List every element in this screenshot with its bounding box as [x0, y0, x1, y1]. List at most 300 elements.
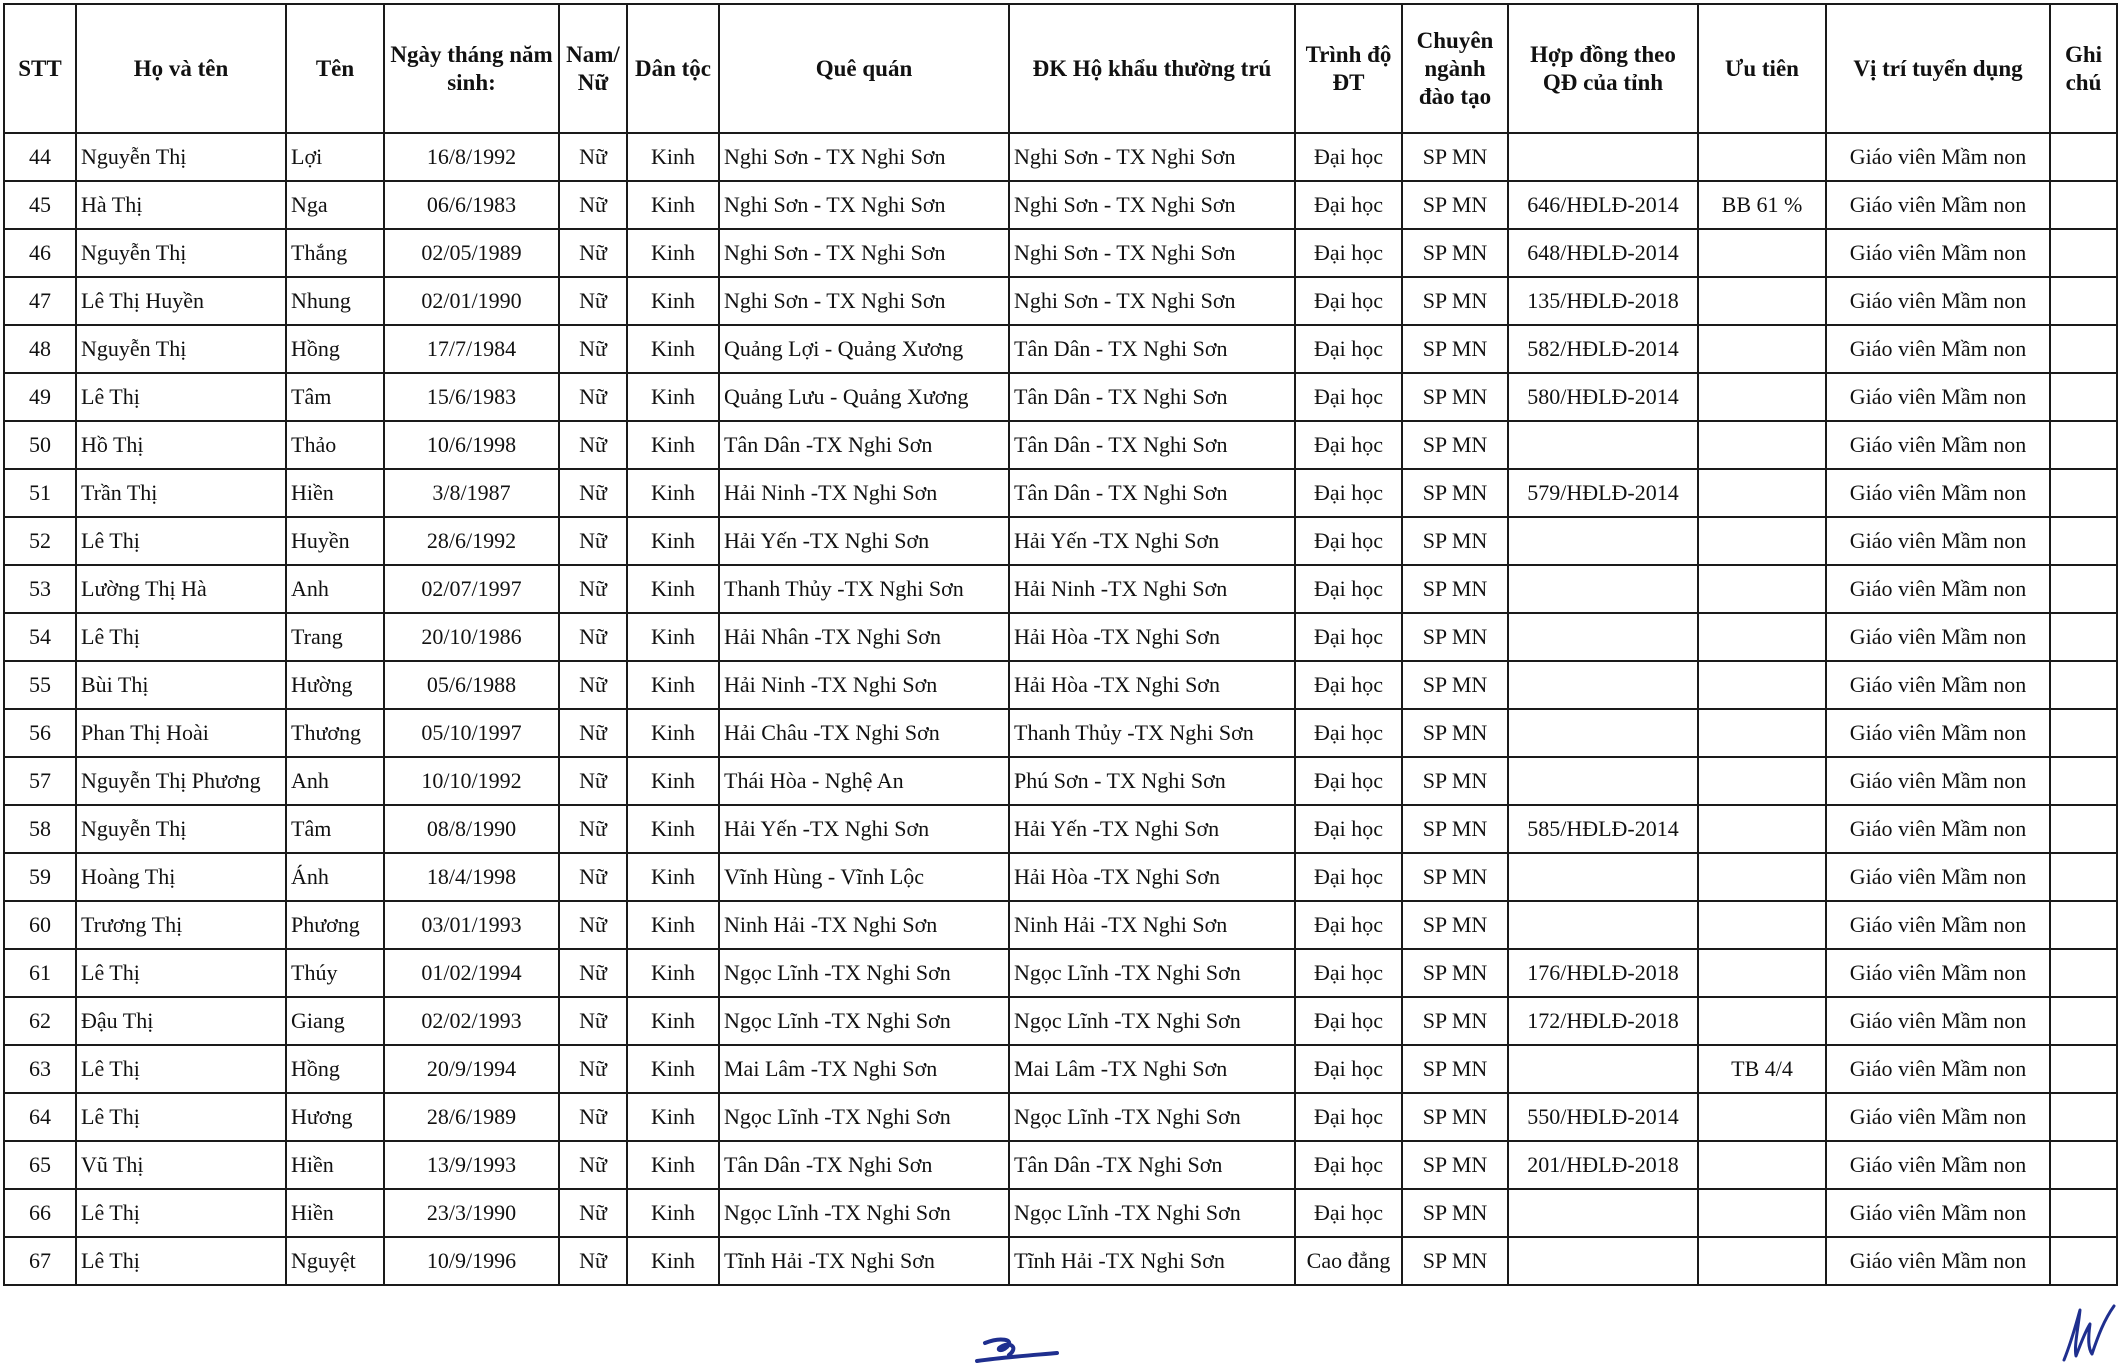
cell-education-level: Đại học: [1295, 277, 1402, 325]
cell-priority: [1698, 565, 1826, 613]
cell-hometown: Ngọc Lĩnh -TX Nghi Sơn: [719, 1093, 1009, 1141]
cell-birth-date: 13/9/1993: [384, 1141, 559, 1189]
table-row: [4, 181, 2117, 229]
cell-ethnicity: Kinh: [627, 997, 719, 1045]
cell-contract: [1508, 757, 1698, 805]
cell-given-name: Hiền: [286, 1189, 384, 1237]
cell-gender: Nữ: [559, 853, 627, 901]
cell-ethnicity: Kinh: [627, 949, 719, 997]
cell-notes: [2050, 901, 2117, 949]
cell-contract: [1508, 853, 1698, 901]
cell-stt: 59: [4, 853, 76, 901]
cell-family-name: Nguyễn Thị: [76, 133, 286, 181]
cell-birth-date: 20/10/1986: [384, 613, 559, 661]
cell-ethnicity: Kinh: [627, 277, 719, 325]
cell-priority: [1698, 325, 1826, 373]
cell-residence: Hải Ninh -TX Nghi Sơn: [1009, 565, 1295, 613]
cell-education-level: Đại học: [1295, 373, 1402, 421]
cell-ethnicity: Kinh: [627, 661, 719, 709]
cell-residence: Nghi Sơn - TX Nghi Sơn: [1009, 229, 1295, 277]
cell-hometown: Hải Ninh -TX Nghi Sơn: [719, 661, 1009, 709]
cell-notes: [2050, 1237, 2117, 1285]
cell-contract: 648/HĐLĐ-2014: [1508, 229, 1698, 277]
cell-education-level: Đại học: [1295, 229, 1402, 277]
cell-family-name: Lê Thị: [76, 373, 286, 421]
cell-family-name: Nguyễn Thị: [76, 325, 286, 373]
cell-major: SP MN: [1402, 469, 1508, 517]
cell-major: SP MN: [1402, 661, 1508, 709]
cell-notes: [2050, 373, 2117, 421]
cell-education-level: Đại học: [1295, 517, 1402, 565]
cell-given-name: Tâm: [286, 805, 384, 853]
cell-family-name: Trương Thị: [76, 901, 286, 949]
cell-given-name: Anh: [286, 565, 384, 613]
cell-hometown: Nghi Sơn - TX Nghi Sơn: [719, 133, 1009, 181]
cell-stt: 66: [4, 1189, 76, 1237]
cell-contract: [1508, 901, 1698, 949]
cell-stt: 47: [4, 277, 76, 325]
cell-education-level: Đại học: [1295, 1189, 1402, 1237]
cell-position: Giáo viên Mầm non: [1826, 853, 2050, 901]
cell-position: Giáo viên Mầm non: [1826, 565, 2050, 613]
cell-position: Giáo viên Mầm non: [1826, 1237, 2050, 1285]
table-row: [4, 805, 2117, 853]
cell-gender: Nữ: [559, 661, 627, 709]
cell-notes: [2050, 1141, 2117, 1189]
cell-given-name: Hường: [286, 661, 384, 709]
cell-gender: Nữ: [559, 1093, 627, 1141]
table-row: [4, 229, 2117, 277]
cell-given-name: Tâm: [286, 373, 384, 421]
cell-education-level: Cao đẳng: [1295, 1237, 1402, 1285]
cell-major: SP MN: [1402, 373, 1508, 421]
cell-gender: Nữ: [559, 1189, 627, 1237]
header-residence: ĐK Hộ khẩu thường trú: [1009, 4, 1295, 133]
cell-gender: Nữ: [559, 997, 627, 1045]
cell-stt: 44: [4, 133, 76, 181]
cell-gender: Nữ: [559, 517, 627, 565]
cell-family-name: Lê Thị: [76, 517, 286, 565]
table-row: [4, 997, 2117, 1045]
cell-notes: [2050, 421, 2117, 469]
cell-priority: [1698, 1189, 1826, 1237]
cell-notes: [2050, 325, 2117, 373]
cell-family-name: Lê Thị Huyền: [76, 277, 286, 325]
table-row: [4, 1093, 2117, 1141]
table-row: [4, 757, 2117, 805]
cell-hometown: Quảng Lưu - Quảng Xương: [719, 373, 1009, 421]
table-row: [4, 1141, 2117, 1189]
table-row: [4, 853, 2117, 901]
cell-gender: Nữ: [559, 1141, 627, 1189]
cell-education-level: Đại học: [1295, 805, 1402, 853]
cell-stt: 65: [4, 1141, 76, 1189]
cell-major: SP MN: [1402, 757, 1508, 805]
cell-given-name: Hồng: [286, 1045, 384, 1093]
cell-notes: [2050, 709, 2117, 757]
cell-ethnicity: Kinh: [627, 853, 719, 901]
cell-contract: [1508, 1237, 1698, 1285]
cell-birth-date: 08/8/1990: [384, 805, 559, 853]
cell-major: SP MN: [1402, 421, 1508, 469]
cell-education-level: Đại học: [1295, 757, 1402, 805]
cell-stt: 64: [4, 1093, 76, 1141]
table-row: [4, 133, 2117, 181]
cell-stt: 55: [4, 661, 76, 709]
cell-family-name: Lường Thị Hà: [76, 565, 286, 613]
cell-hometown: Nghi Sơn - TX Nghi Sơn: [719, 277, 1009, 325]
cell-ethnicity: Kinh: [627, 517, 719, 565]
cell-priority: [1698, 661, 1826, 709]
cell-education-level: Đại học: [1295, 181, 1402, 229]
cell-gender: Nữ: [559, 757, 627, 805]
cell-given-name: Anh: [286, 757, 384, 805]
cell-residence: Nghi Sơn - TX Nghi Sơn: [1009, 181, 1295, 229]
cell-education-level: Đại học: [1295, 421, 1402, 469]
header-major: Chuyên ngành đào tạo: [1402, 4, 1508, 133]
cell-education-level: Đại học: [1295, 1093, 1402, 1141]
cell-education-level: Đại học: [1295, 1045, 1402, 1093]
cell-gender: Nữ: [559, 229, 627, 277]
cell-family-name: Lê Thị: [76, 1237, 286, 1285]
cell-family-name: Hồ Thị: [76, 421, 286, 469]
cell-birth-date: 23/3/1990: [384, 1189, 559, 1237]
handwritten-signature: [2058, 1300, 2120, 1365]
cell-position: Giáo viên Mầm non: [1826, 1141, 2050, 1189]
cell-gender: Nữ: [559, 325, 627, 373]
cell-education-level: Đại học: [1295, 565, 1402, 613]
cell-contract: 172/HĐLĐ-2018: [1508, 997, 1698, 1045]
cell-ethnicity: Kinh: [627, 229, 719, 277]
cell-contract: 579/HĐLĐ-2014: [1508, 469, 1698, 517]
cell-ethnicity: Kinh: [627, 901, 719, 949]
cell-given-name: Nga: [286, 181, 384, 229]
cell-major: SP MN: [1402, 805, 1508, 853]
cell-notes: [2050, 997, 2117, 1045]
cell-ethnicity: Kinh: [627, 373, 719, 421]
cell-major: SP MN: [1402, 997, 1508, 1045]
cell-family-name: Lê Thị: [76, 949, 286, 997]
cell-position: Giáo viên Mầm non: [1826, 469, 2050, 517]
cell-birth-date: 02/02/1993: [384, 997, 559, 1045]
cell-position: Giáo viên Mầm non: [1826, 613, 2050, 661]
cell-given-name: Hiền: [286, 1141, 384, 1189]
cell-position: Giáo viên Mầm non: [1826, 373, 2050, 421]
header-row: [4, 4, 2117, 133]
cell-stt: 45: [4, 181, 76, 229]
cell-major: SP MN: [1402, 1045, 1508, 1093]
cell-stt: 49: [4, 373, 76, 421]
cell-ethnicity: Kinh: [627, 805, 719, 853]
cell-position: Giáo viên Mầm non: [1826, 661, 2050, 709]
cell-birth-date: 02/07/1997: [384, 565, 559, 613]
cell-hometown: Hải Yến -TX Nghi Sơn: [719, 805, 1009, 853]
cell-priority: [1698, 901, 1826, 949]
cell-stt: 60: [4, 901, 76, 949]
cell-ethnicity: Kinh: [627, 709, 719, 757]
cell-priority: [1698, 853, 1826, 901]
cell-major: SP MN: [1402, 517, 1508, 565]
cell-position: Giáo viên Mầm non: [1826, 757, 2050, 805]
cell-major: SP MN: [1402, 949, 1508, 997]
cell-priority: [1698, 1093, 1826, 1141]
cell-education-level: Đại học: [1295, 949, 1402, 997]
cell-family-name: Lê Thị: [76, 613, 286, 661]
cell-position: Giáo viên Mầm non: [1826, 517, 2050, 565]
table-row: [4, 373, 2117, 421]
table-row: [4, 613, 2117, 661]
cell-family-name: Phan Thị Hoài: [76, 709, 286, 757]
cell-notes: [2050, 1189, 2117, 1237]
cell-priority: [1698, 1237, 1826, 1285]
cell-birth-date: 28/6/1992: [384, 517, 559, 565]
cell-residence: Mai Lâm -TX Nghi Sơn: [1009, 1045, 1295, 1093]
header-education-level: Trình độ ĐT: [1295, 4, 1402, 133]
cell-ethnicity: Kinh: [627, 757, 719, 805]
cell-residence: Hải Hòa -TX Nghi Sơn: [1009, 661, 1295, 709]
table-row: [4, 949, 2117, 997]
table-row: [4, 1045, 2117, 1093]
handwritten-initial-mark: [965, 1335, 1065, 1365]
cell-stt: 63: [4, 1045, 76, 1093]
cell-residence: Tân Dân - TX Nghi Sơn: [1009, 373, 1295, 421]
cell-contract: [1508, 1045, 1698, 1093]
cell-stt: 52: [4, 517, 76, 565]
cell-family-name: Lê Thị: [76, 1045, 286, 1093]
cell-ethnicity: Kinh: [627, 1237, 719, 1285]
cell-notes: [2050, 133, 2117, 181]
cell-stt: 50: [4, 421, 76, 469]
cell-gender: Nữ: [559, 901, 627, 949]
cell-birth-date: 05/10/1997: [384, 709, 559, 757]
cell-education-level: Đại học: [1295, 997, 1402, 1045]
cell-notes: [2050, 949, 2117, 997]
cell-given-name: Nguyệt: [286, 1237, 384, 1285]
cell-stt: 54: [4, 613, 76, 661]
cell-gender: Nữ: [559, 421, 627, 469]
cell-residence: Tân Dân -TX Nghi Sơn: [1009, 1141, 1295, 1189]
table-row: [4, 901, 2117, 949]
cell-education-level: Đại học: [1295, 661, 1402, 709]
cell-birth-date: 10/6/1998: [384, 421, 559, 469]
table-row: [4, 1237, 2117, 1285]
cell-priority: [1698, 517, 1826, 565]
cell-ethnicity: Kinh: [627, 421, 719, 469]
cell-major: SP MN: [1402, 1237, 1508, 1285]
cell-birth-date: 05/6/1988: [384, 661, 559, 709]
cell-contract: 201/HĐLĐ-2018: [1508, 1141, 1698, 1189]
cell-given-name: Thương: [286, 709, 384, 757]
cell-position: Giáo viên Mầm non: [1826, 1045, 2050, 1093]
cell-notes: [2050, 469, 2117, 517]
cell-family-name: Đậu Thị: [76, 997, 286, 1045]
cell-notes: [2050, 613, 2117, 661]
cell-residence: Phú Sơn - TX Nghi Sơn: [1009, 757, 1295, 805]
cell-priority: BB 61 %: [1698, 181, 1826, 229]
cell-residence: Ngọc Lĩnh -TX Nghi Sơn: [1009, 1189, 1295, 1237]
table-row: [4, 661, 2117, 709]
cell-ethnicity: Kinh: [627, 1093, 719, 1141]
cell-hometown: Hải Ninh -TX Nghi Sơn: [719, 469, 1009, 517]
cell-ethnicity: Kinh: [627, 325, 719, 373]
table-row: [4, 565, 2117, 613]
cell-gender: Nữ: [559, 277, 627, 325]
cell-education-level: Đại học: [1295, 709, 1402, 757]
cell-priority: [1698, 805, 1826, 853]
cell-contract: 646/HĐLĐ-2014: [1508, 181, 1698, 229]
table-row: [4, 421, 2117, 469]
cell-education-level: Đại học: [1295, 325, 1402, 373]
cell-residence: Tân Dân - TX Nghi Sơn: [1009, 469, 1295, 517]
cell-family-name: Lê Thị: [76, 1189, 286, 1237]
cell-given-name: Ánh: [286, 853, 384, 901]
cell-hometown: Mai Lâm -TX Nghi Sơn: [719, 1045, 1009, 1093]
cell-notes: [2050, 1093, 2117, 1141]
cell-gender: Nữ: [559, 181, 627, 229]
cell-residence: Tân Dân - TX Nghi Sơn: [1009, 325, 1295, 373]
cell-notes: [2050, 229, 2117, 277]
cell-hometown: Ninh Hải -TX Nghi Sơn: [719, 901, 1009, 949]
cell-priority: [1698, 757, 1826, 805]
cell-gender: Nữ: [559, 1237, 627, 1285]
cell-birth-date: 03/01/1993: [384, 901, 559, 949]
cell-priority: [1698, 709, 1826, 757]
cell-residence: Ngọc Lĩnh -TX Nghi Sơn: [1009, 997, 1295, 1045]
table-row: [4, 469, 2117, 517]
cell-given-name: Phương: [286, 901, 384, 949]
cell-birth-date: 18/4/1998: [384, 853, 559, 901]
cell-birth-date: 20/9/1994: [384, 1045, 559, 1093]
cell-residence: Tĩnh Hải -TX Nghi Sơn: [1009, 1237, 1295, 1285]
cell-birth-date: 10/9/1996: [384, 1237, 559, 1285]
cell-major: SP MN: [1402, 1189, 1508, 1237]
cell-birth-date: 06/6/1983: [384, 181, 559, 229]
cell-position: Giáo viên Mầm non: [1826, 1093, 2050, 1141]
cell-major: SP MN: [1402, 181, 1508, 229]
cell-stt: 62: [4, 997, 76, 1045]
cell-residence: Ngọc Lĩnh -TX Nghi Sơn: [1009, 1093, 1295, 1141]
cell-birth-date: 28/6/1989: [384, 1093, 559, 1141]
cell-contract: [1508, 133, 1698, 181]
cell-major: SP MN: [1402, 229, 1508, 277]
cell-ethnicity: Kinh: [627, 1189, 719, 1237]
cell-priority: [1698, 997, 1826, 1045]
cell-priority: [1698, 469, 1826, 517]
cell-priority: [1698, 421, 1826, 469]
cell-family-name: Vũ Thị: [76, 1141, 286, 1189]
cell-priority: [1698, 133, 1826, 181]
cell-position: Giáo viên Mầm non: [1826, 277, 2050, 325]
cell-position: Giáo viên Mầm non: [1826, 1189, 2050, 1237]
cell-birth-date: 16/8/1992: [384, 133, 559, 181]
cell-residence: Thanh Thủy -TX Nghi Sơn: [1009, 709, 1295, 757]
cell-contract: [1508, 517, 1698, 565]
header-full-name: Họ và tên: [76, 4, 286, 133]
cell-birth-date: 17/7/1984: [384, 325, 559, 373]
cell-family-name: Trần Thị: [76, 469, 286, 517]
cell-gender: Nữ: [559, 469, 627, 517]
cell-family-name: Hà Thị: [76, 181, 286, 229]
cell-education-level: Đại học: [1295, 901, 1402, 949]
cell-gender: Nữ: [559, 565, 627, 613]
cell-contract: 176/HĐLĐ-2018: [1508, 949, 1698, 997]
cell-family-name: Nguyễn Thị Phương: [76, 757, 286, 805]
cell-major: SP MN: [1402, 853, 1508, 901]
cell-given-name: Thắng: [286, 229, 384, 277]
cell-hometown: Tĩnh Hải -TX Nghi Sơn: [719, 1237, 1009, 1285]
cell-contract: [1508, 661, 1698, 709]
cell-major: SP MN: [1402, 565, 1508, 613]
cell-major: SP MN: [1402, 325, 1508, 373]
header-priority: Ưu tiên: [1698, 4, 1826, 133]
table-body: [4, 133, 2117, 1285]
cell-notes: [2050, 757, 2117, 805]
cell-hometown: Thanh Thủy -TX Nghi Sơn: [719, 565, 1009, 613]
cell-gender: Nữ: [559, 133, 627, 181]
recruitment-table: [3, 3, 2118, 1286]
cell-contract: [1508, 565, 1698, 613]
cell-given-name: Giang: [286, 997, 384, 1045]
cell-contract: [1508, 613, 1698, 661]
cell-position: Giáo viên Mầm non: [1826, 997, 2050, 1045]
cell-birth-date: 10/10/1992: [384, 757, 559, 805]
cell-hometown: Ngọc Lĩnh -TX Nghi Sơn: [719, 997, 1009, 1045]
cell-birth-date: 02/05/1989: [384, 229, 559, 277]
cell-stt: 57: [4, 757, 76, 805]
cell-birth-date: 02/01/1990: [384, 277, 559, 325]
cell-contract: [1508, 1189, 1698, 1237]
header-position: Vị trí tuyển dụng: [1826, 4, 2050, 133]
cell-major: SP MN: [1402, 1093, 1508, 1141]
header-hometown: Quê quán: [719, 4, 1009, 133]
header-ethnicity: Dân tộc: [627, 4, 719, 133]
cell-given-name: Thảo: [286, 421, 384, 469]
cell-position: Giáo viên Mầm non: [1826, 709, 2050, 757]
cell-residence: Hải Hòa -TX Nghi Sơn: [1009, 613, 1295, 661]
cell-notes: [2050, 661, 2117, 709]
cell-stt: 67: [4, 1237, 76, 1285]
cell-hometown: Hải Yến -TX Nghi Sơn: [719, 517, 1009, 565]
cell-education-level: Đại học: [1295, 613, 1402, 661]
cell-family-name: Nguyễn Thị: [76, 805, 286, 853]
cell-residence: Nghi Sơn - TX Nghi Sơn: [1009, 277, 1295, 325]
cell-stt: 58: [4, 805, 76, 853]
cell-education-level: Đại học: [1295, 853, 1402, 901]
cell-ethnicity: Kinh: [627, 469, 719, 517]
cell-notes: [2050, 853, 2117, 901]
cell-given-name: Trang: [286, 613, 384, 661]
table-row: [4, 517, 2117, 565]
cell-major: SP MN: [1402, 1141, 1508, 1189]
cell-hometown: Tân Dân -TX Nghi Sơn: [719, 421, 1009, 469]
cell-major: SP MN: [1402, 613, 1508, 661]
header-given-name: Tên: [286, 4, 384, 133]
cell-position: Giáo viên Mầm non: [1826, 805, 2050, 853]
cell-gender: Nữ: [559, 805, 627, 853]
cell-priority: [1698, 373, 1826, 421]
cell-given-name: Lợi: [286, 133, 384, 181]
cell-ethnicity: Kinh: [627, 613, 719, 661]
header-gender: Nam/ Nữ: [559, 4, 627, 133]
cell-birth-date: 3/8/1987: [384, 469, 559, 517]
cell-priority: [1698, 613, 1826, 661]
cell-position: Giáo viên Mầm non: [1826, 901, 2050, 949]
cell-family-name: Bùi Thị: [76, 661, 286, 709]
cell-residence: Hải Yến -TX Nghi Sơn: [1009, 517, 1295, 565]
header-contract: Hợp đồng theo QĐ của tỉnh: [1508, 4, 1698, 133]
cell-residence: Nghi Sơn - TX Nghi Sơn: [1009, 133, 1295, 181]
cell-hometown: Hải Nhân -TX Nghi Sơn: [719, 613, 1009, 661]
